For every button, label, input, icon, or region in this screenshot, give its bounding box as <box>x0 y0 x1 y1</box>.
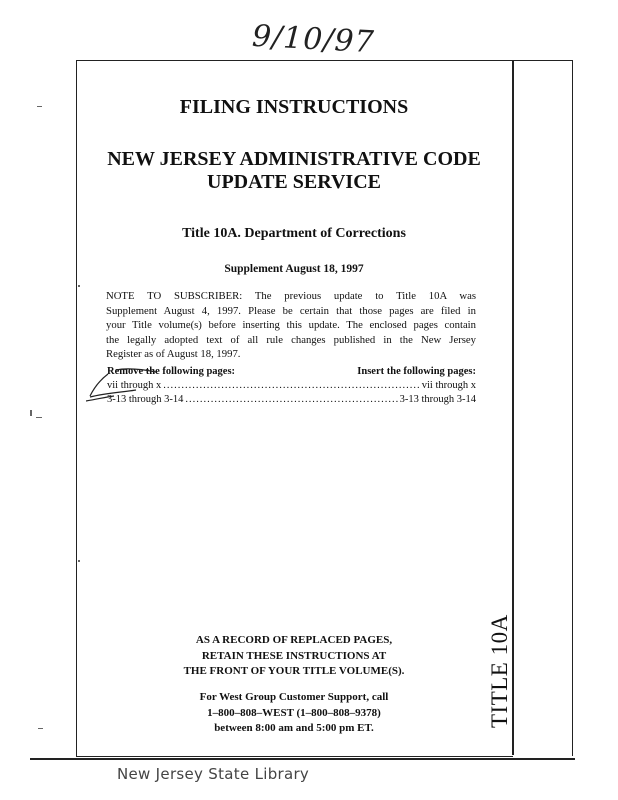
filing-instructions-heading: FILING INSTRUCTIONS <box>179 96 409 118</box>
remove-pages-cell: 3-13 through 3-14 <box>107 394 184 405</box>
handwritten-date: 9/10/97 <box>251 18 376 61</box>
code-title-line-2: UPDATE SERVICE <box>207 171 381 193</box>
record-line-3: THE FRONT OF YOUR TITLE VOLUME(S). <box>183 665 405 677</box>
scan-speck <box>37 106 42 107</box>
scan-speck <box>78 560 80 562</box>
scan-speck <box>78 285 80 287</box>
support-line-1: For West Group Customer Support, call <box>199 691 389 703</box>
record-line-2: RETAIN THESE INSTRUCTIONS AT <box>201 649 387 662</box>
dot-leader <box>163 380 420 391</box>
title-department-heading: Title 10A. Department of Corrections <box>182 226 406 241</box>
bottom-edge-line <box>30 758 575 760</box>
code-title-line-1: NEW JERSEY ADMINISTRATIVE CODE <box>107 148 481 170</box>
dot-leader <box>185 394 397 405</box>
record-line-1: AS A RECORD OF REPLACED PAGES, <box>195 634 393 646</box>
insert-pages-header: Insert the following pages: <box>357 366 476 377</box>
scan-speck <box>36 417 42 418</box>
insert-pages-cell: 3-13 through 3-14 <box>399 394 476 405</box>
note-line: the legally adopted text of all rule changes published in the New Jersey <box>106 333 476 346</box>
remove-pages-cell: vii through x <box>107 380 162 391</box>
scan-speck <box>30 410 32 416</box>
note-line: your Title volume(s) before inserting this update. The enclosed pages contain <box>106 319 476 332</box>
support-hours: between 8:00 am and 5:00 pm ET. <box>214 722 374 734</box>
pen-strike-marks <box>86 366 176 406</box>
note-line: Register as of August 18, 1997. <box>106 348 241 361</box>
code-title <box>0 148 588 194</box>
note-line: NOTE TO SUBSCRIBER: The previous update to Title 10A was <box>106 290 476 302</box>
subscriber-note <box>106 289 476 362</box>
customer-support-info <box>0 690 588 737</box>
support-phone: 1–800–808–WEST (1–800–808–9378) <box>207 706 381 719</box>
supplement-title: Supplement August 18, 1997 <box>224 263 364 275</box>
record-instructions <box>0 633 588 680</box>
title-tab-label: TITLE 10A <box>487 614 512 728</box>
insert-pages-cell: vii through x <box>421 380 476 391</box>
scan-speck <box>38 728 43 729</box>
note-line: Supplement August 4, 1997. Please be certain that those pages are filed in <box>106 304 476 317</box>
remove-pages-header: Remove the following pages: <box>107 366 236 377</box>
library-stamp: New Jersey State Library <box>117 765 310 783</box>
